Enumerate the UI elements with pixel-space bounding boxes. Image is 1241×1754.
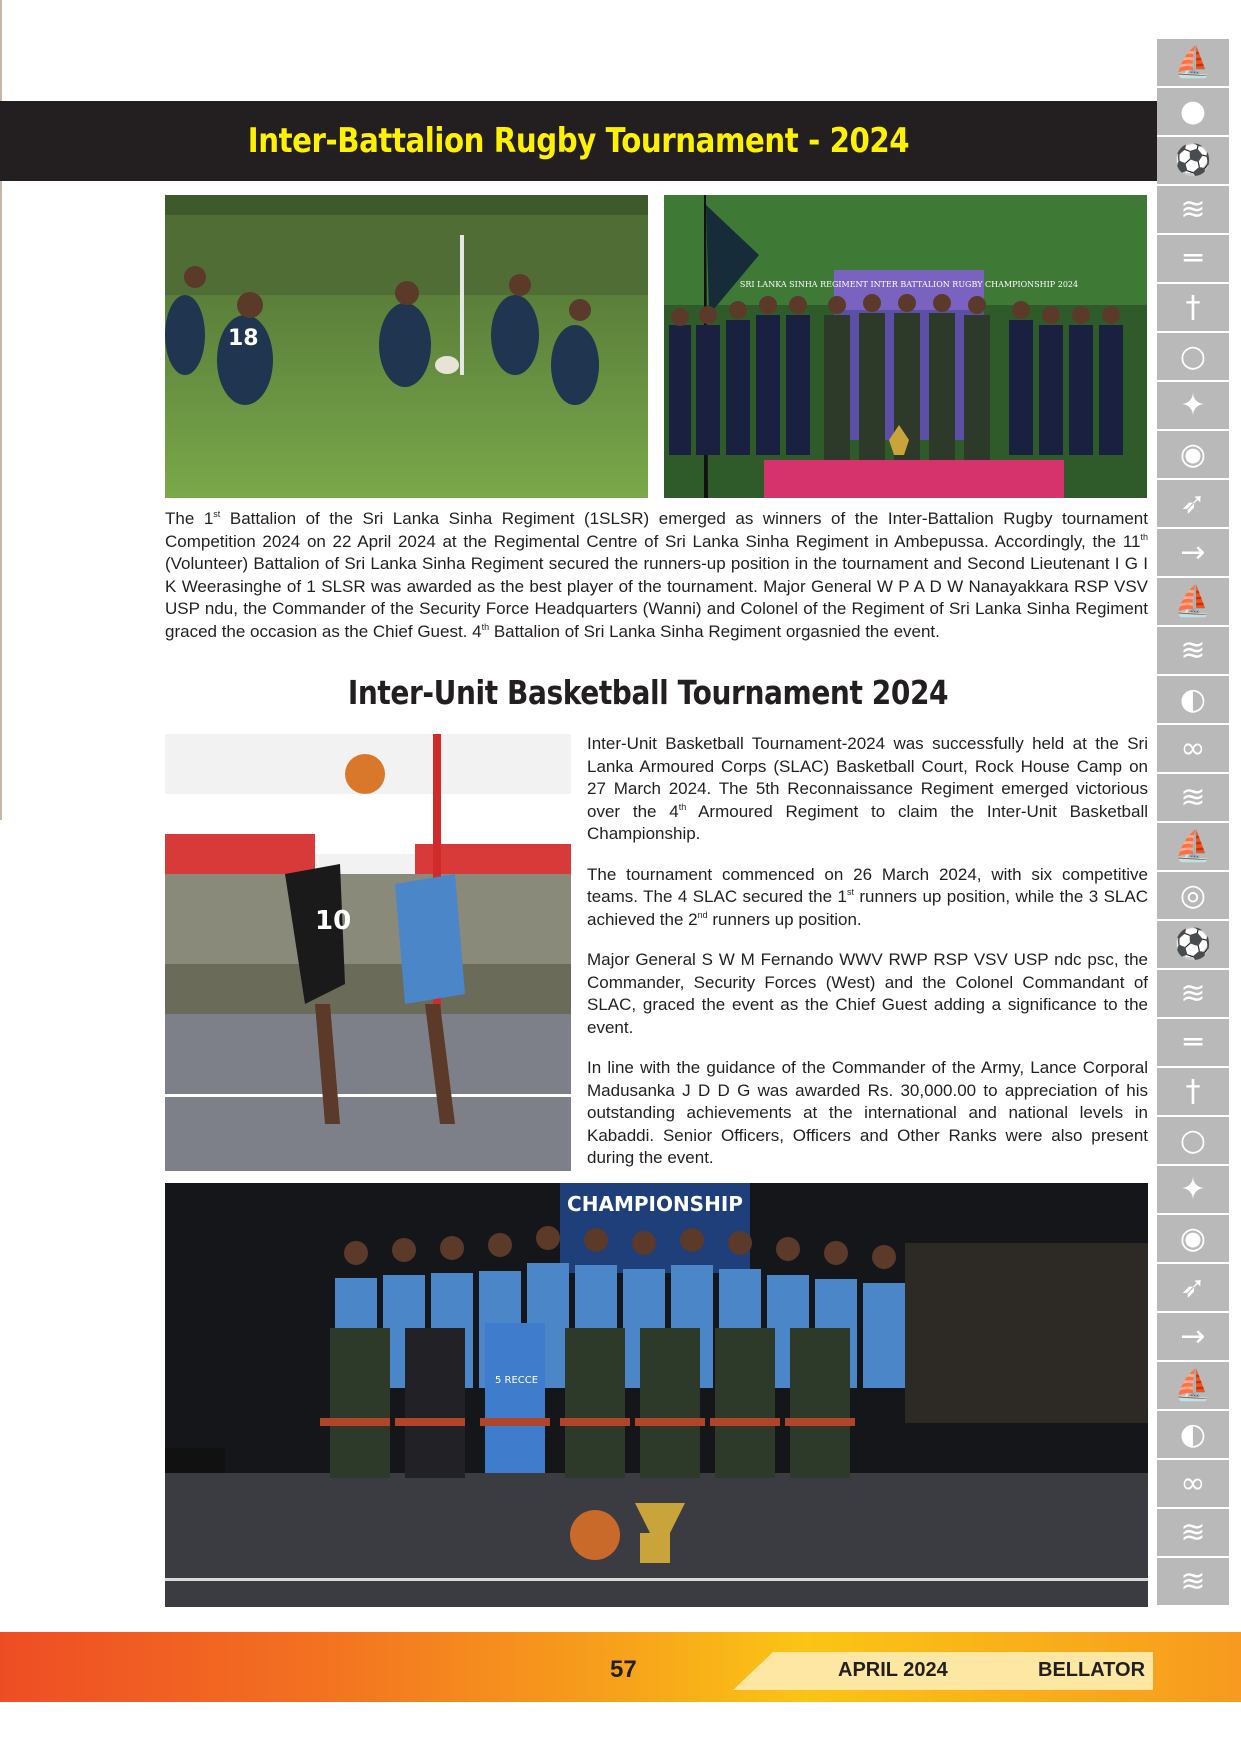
rowing-icon: ⛵ xyxy=(1157,1362,1229,1411)
cycling-icon: ∞ xyxy=(1157,725,1229,774)
basketball-action-photo xyxy=(165,734,571,1171)
table-tennis-icon: ◐ xyxy=(1157,1411,1229,1460)
tennis-icon: ◎ xyxy=(1157,872,1229,921)
swimming-icon: ≋ xyxy=(1157,627,1229,676)
basketball-title: Inter-Unit Basketball Tournament 2024 xyxy=(347,673,949,712)
archery-icon: ➶ xyxy=(1157,480,1229,529)
rowing-icon: ⛵ xyxy=(1157,39,1229,88)
rugby-jersey-number: 18 xyxy=(228,326,259,351)
issue-date: APRIL 2024 xyxy=(838,1659,948,1681)
gymnastics-icon: † xyxy=(1157,1068,1229,1117)
championship-banner-text: CHAMPIONSHIP xyxy=(567,1192,743,1216)
table-tennis-icon: ◐ xyxy=(1157,676,1229,725)
rugby-banner-text: SRI LANKA SINHA REGIMENT INTER BATTALION RUGBY CHAMPIONSHIP 2024 xyxy=(739,280,1079,289)
basketball-paragraph-4: In line with the guidance of the Commander of the Army, Lance Corporal Madusanka J D D G was awarded Rs. 30,000.00 to appreciation of his outstanding achievements at the international and national levels in Kabaddi. Senior Officers, Officers and Other Ranks were also present during the event. xyxy=(587,1058,1148,1167)
sports-icon-sidebar xyxy=(1157,39,1229,1607)
rugby-team-photo xyxy=(664,195,1147,498)
swimming-icon: ≋ xyxy=(1157,186,1229,235)
judo-icon: ✦ xyxy=(1157,1166,1229,1215)
soccer-icon: ⚽ xyxy=(1157,137,1229,186)
athletics-icon: → xyxy=(1157,529,1229,578)
judo-icon: ✦ xyxy=(1157,382,1229,431)
swimming-icon: ≋ xyxy=(1157,774,1229,823)
rugby-action-photo xyxy=(165,195,648,498)
handball-icon: ◉ xyxy=(1157,1215,1229,1264)
swimming-icon: ≋ xyxy=(1157,1509,1229,1558)
title-band xyxy=(0,101,1157,181)
basketball-paragraph-3: Major General S W M Fernando WWV RWP RSP VSV USP ndc psc, the Commander, Security Forces (West) and the Colonel Commandant of SLAC, graced the event as the Chief Guest adding a significance to the event. xyxy=(587,950,1148,1037)
billiards-icon: ● xyxy=(1157,88,1229,137)
basketball-jersey-number: 10 xyxy=(315,906,352,936)
handball-icon: ◉ xyxy=(1157,431,1229,480)
page-footer xyxy=(0,1632,1241,1702)
soccer-icon: ⚽ xyxy=(1157,921,1229,970)
volleyball-icon: ○ xyxy=(1157,333,1229,382)
gymnastics-icon: † xyxy=(1157,284,1229,333)
swimming-icon: ≋ xyxy=(1157,1558,1229,1607)
magazine-name: BELLATOR xyxy=(1038,1659,1146,1681)
basketball-team-photo xyxy=(165,1183,1148,1607)
basketball-paragraph-2: The tournament commenced on 26 March 2024, with six competitive teams. The 4 SLAC secured the 1st runners up position, while the 3 SLAC achieved the 2nd runners up position. xyxy=(587,864,1148,929)
swimming-icon: ≋ xyxy=(1157,970,1229,1019)
basketball-paragraph-1: Inter-Unit Basketball Tournament-2024 was successfully held at the Sri Lanka Armoured Corps (SLAC) Basketball Court, Rock House Camp on 27 March 2024. The 5th Reconnaissance Regiment emerged victorious over the 4th Armoured Regiment to claim the Inter-Unit Basketball Championship. xyxy=(587,734,1149,843)
archery-icon: ➶ xyxy=(1157,1264,1229,1313)
basketball-article-text xyxy=(587,733,1148,1188)
rugby-title: Inter-Battalion Rugby Tournament - 2024 xyxy=(247,121,910,161)
rugby-article-text: The 1st Battalion of the Sri Lanka Sinha Regiment (1SLSR) emerged as winners of the Inter-Battalion Rugby tournament Competition 2024 on 22 April 2024 at the Regimental Centre of Sri Lanka Sinha Regiment in Ambepussa. Accordingly, the 11th (Volunteer) Battalion of Sri Lanka Sinha Regiment secured the runners-up position in the tournament and Second Lieutenant I G I K Weerasinghe of 1 SLSR was awarded as the best player of the tournament. Major General W P A D W Nanayakkara RSP VSV USP ndu, the Commander of the Security Force Headquarters (Wanni) and Colonel of the Regiment of Sri Lanka Sinha Regiment graced the occasion as the Chief Guest. 4th Battalion of Sri Lanka Sinha Regiment orgasnied the event. xyxy=(165,509,1148,641)
group-jersey-text: 5 RECCE xyxy=(495,1375,539,1386)
athletics-icon: → xyxy=(1157,1313,1229,1362)
rowing-icon: ⛵ xyxy=(1157,578,1229,627)
volleyball-icon: ○ xyxy=(1157,1117,1229,1166)
cycling-icon: ∞ xyxy=(1157,1460,1229,1509)
weightlifting-icon: ═ xyxy=(1157,235,1229,284)
weightlifting-icon: ═ xyxy=(1157,1019,1229,1068)
page-number: 57 xyxy=(610,1656,637,1683)
rowing-icon: ⛵ xyxy=(1157,823,1229,872)
